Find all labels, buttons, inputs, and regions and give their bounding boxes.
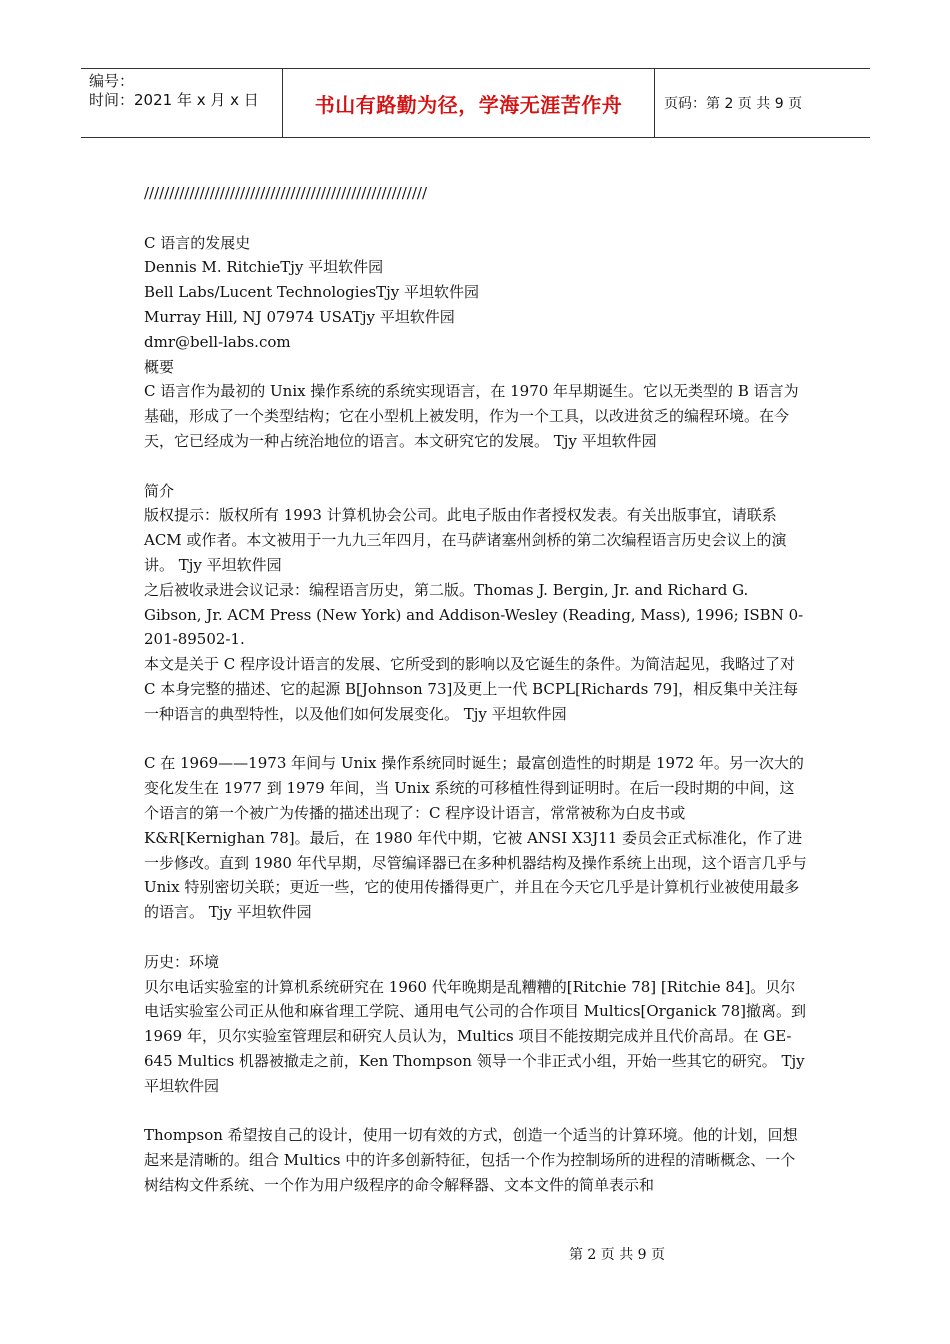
footer-page-number: 第 2 页 共 9 页 (568, 1247, 666, 1263)
history-paragraph: 贝尔电话实验室的计算机系统研究在 1960 代年晚期是乱糟糟的[Ritchie 78] [Ritchie 84]。贝尔电话实验室公司正从他和麻省理工学院、通用电气公司的合作项目 Multics[Organick 78]撤离。到 1969 年，贝尔实验室管理层和研究人员认为，Multics 项目不能按期完成并且代价高昂。在 GE-645 Multics 机器被撤走之前，Ken Thompson 领导一个非正式小组，开始一些其它的研究。 Tjy 平坦软件园 (144, 977, 807, 1095)
article-title: C 语言的发展史 (144, 233, 251, 252)
header-motto: 书山有路勤为径，学海无涯苦作舟 (314, 92, 623, 117)
email-line: dmr@bell-labs.com (144, 332, 291, 351)
address-line: Murray Hill, NJ 07974 USATjy 平坦软件园 (144, 307, 455, 326)
header-serial: 编号： (89, 72, 135, 90)
organization-line: Bell Labs/Lucent TechnologiesTjy 平坦软件园 (144, 283, 480, 302)
abstract-heading: 概要 (144, 357, 175, 376)
divider-line: //////////////////////////////////////////////////////// (144, 184, 428, 202)
intro-heading: 简介 (144, 481, 175, 500)
thompson-paragraph: Thompson 希望按自己的设计，使用一切有效的方式，创造一个适当的计算环境。他的计划，回想起来是清晰的。组合 Multics 中的许多创新特征，包括一个作为控制场所的进程的清晰概念、一个树结构文件系统、一个作为用户级程序的命令解释器、文本文件的简单表示和 (144, 1126, 798, 1194)
author-line: Dennis M. RitchieTjy 平坦软件园 (144, 258, 384, 277)
header-divider (654, 69, 655, 137)
page-footer (0, 1244, 950, 1264)
intro-paragraph: 本文是关于 C 程序设计语言的发展、它所受到的影响以及它诞生的条件。为简洁起见，我略过了对 C 本身完整的描述、它的起源 B[Johnson 73]及更上一代 BCPL[Richards 79]，相反集中关注每一种语言的典型特性，以及他们如何发展变化。 Tjy 平坦软件园 (144, 655, 799, 723)
header-time: 时间：2021 年 x 月 x 日 (89, 91, 259, 109)
abstract-paragraph: C 语言作为最初的 Unix 操作系统的系统实现语言，在 1970 年早期诞生。它以无类型的 B 语言为基础，形成了一个类型结构；它在小型机上被发明，作为一个工具，以改进贫乏的编程环境。在今天，它已经成为一种占统治地位的语言。本文研究它的发展。 Tjy 平坦软件园 (144, 382, 799, 450)
history-heading: 历史：环境 (144, 952, 220, 971)
intro-paragraph: 版权提示：版权所有 1993 计算机协会公司。此电子版由作者授权发表。有关出版事宜，请联系 ACM 或作者。本文被用于一九九三年四月，在马萨诸塞州剑桥的第二次编程语言历史会议上的演讲。 Tjy 平坦软件园 (144, 506, 787, 574)
document-header (81, 68, 870, 138)
c-history-paragraph: C 在 1969——1973 年间与 Unix 操作系统同时诞生；最富创造性的时期是 1972 年。另一次大的变化发生在 1977 到 1979 年间，当 Unix 系统的可移植性得到证明时。在后一段时期的中间，这个语言的第一个被广为传播的描述出现了：C 程序设计语言，常常被称为白皮书或 K&R[Kernighan 78]。最后，在 1980 年代中期，它被 ANSI X3J11 委员会正式标准化，作了进一步修改。直到 1980 年代早期，尽管编译器已在多种机器结构及操作系统上出现，这个语言几乎与 Unix 特别密切关联；更近一些，它的使用传播得更广，并且在今天它几乎是计算机行业被使用最多的语言。 Tjy 平坦软件园 (144, 754, 807, 922)
header-meta (89, 72, 279, 110)
header-page-number: 页码：第 2 页 共 9 页 (664, 96, 803, 112)
intro-paragraph: 之后被收录进会议记录：编程语言历史，第二版。Thomas J. Bergin, Jr. and Richard G. Gibson, Jr. ACM Press (New York) and Addison-Wesley (Reading, Mass), 1996; ISBN 0-201-89502-1. (144, 580, 804, 649)
document-body (144, 181, 809, 1198)
